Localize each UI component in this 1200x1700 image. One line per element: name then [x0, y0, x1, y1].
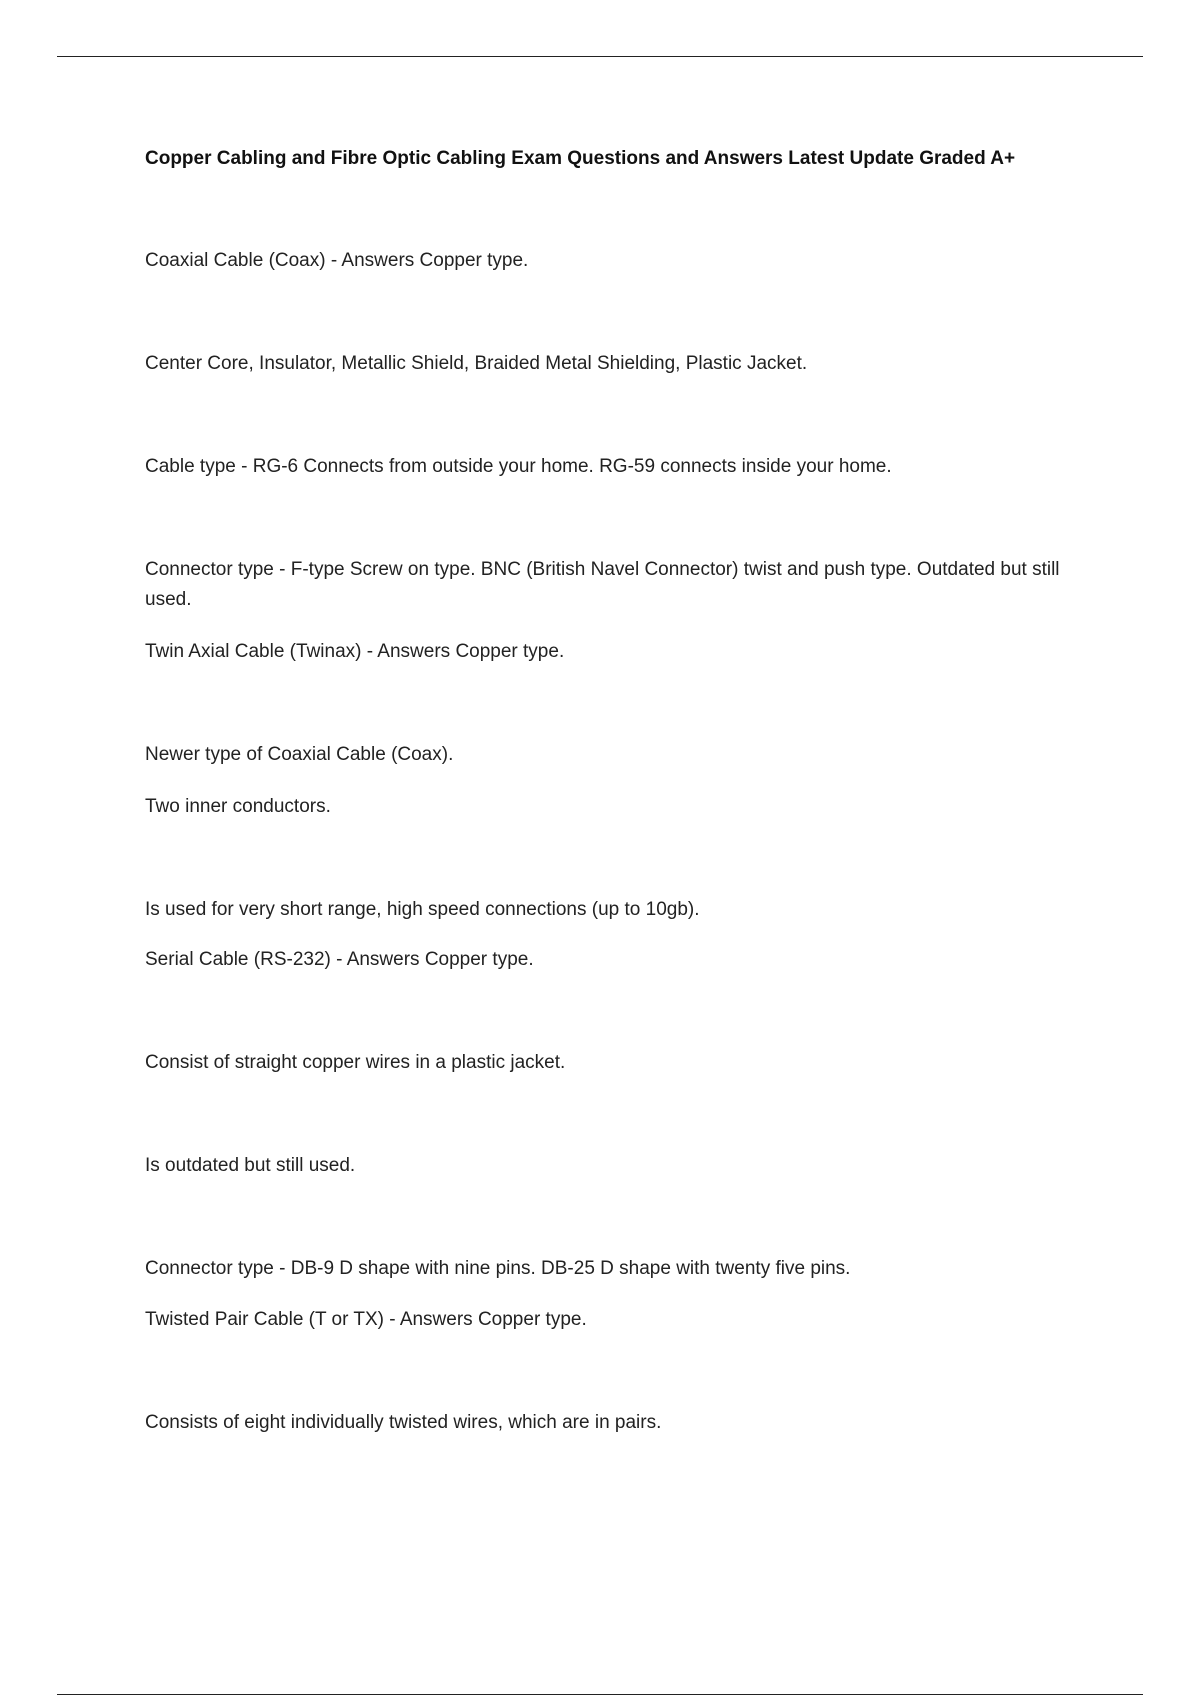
paragraph: Serial Cable (RS-232) - Answers Copper type.	[145, 949, 534, 970]
paragraph: Two inner conductors.	[145, 796, 331, 817]
paragraph: Center Core, Insulator, Metallic Shield, Braided Metal Shielding, Plastic Jacket.	[145, 353, 808, 374]
paragraph: Is used for very short range, high speed connections (up to 10gb).	[145, 899, 700, 920]
paragraph: Twisted Pair Cable (T or TX) - Answers Copper type.	[145, 1309, 587, 1330]
paragraph: Connector type - DB-9 D shape with nine pins. DB-25 D shape with twenty five pins.	[145, 1258, 851, 1279]
footer-rule	[57, 1694, 1143, 1695]
paragraph: Consists of eight individually twisted wires, which are in pairs.	[145, 1412, 662, 1433]
paragraph: Twin Axial Cable (Twinax) - Answers Copper type.	[145, 641, 565, 662]
document-title: Copper Cabling and Fibre Optic Cabling Exam Questions and Answers Latest Update Graded A+	[145, 148, 1016, 169]
paragraph: Coaxial Cable (Coax) - Answers Copper type.	[145, 250, 529, 271]
paragraph: Newer type of Coaxial Cable (Coax).	[145, 744, 454, 765]
paragraph: Is outdated but still used.	[145, 1155, 356, 1176]
paragraph: Consist of straight copper wires in a plastic jacket.	[145, 1052, 566, 1073]
header-rule	[57, 56, 1143, 57]
paragraph: Connector type - F-type Screw on type. BNC (British Navel Connector) twist and push type. Outdated but still used.	[145, 559, 1060, 610]
paragraph: Cable type - RG-6 Connects from outside your home. RG-59 connects inside your home.	[145, 456, 892, 477]
